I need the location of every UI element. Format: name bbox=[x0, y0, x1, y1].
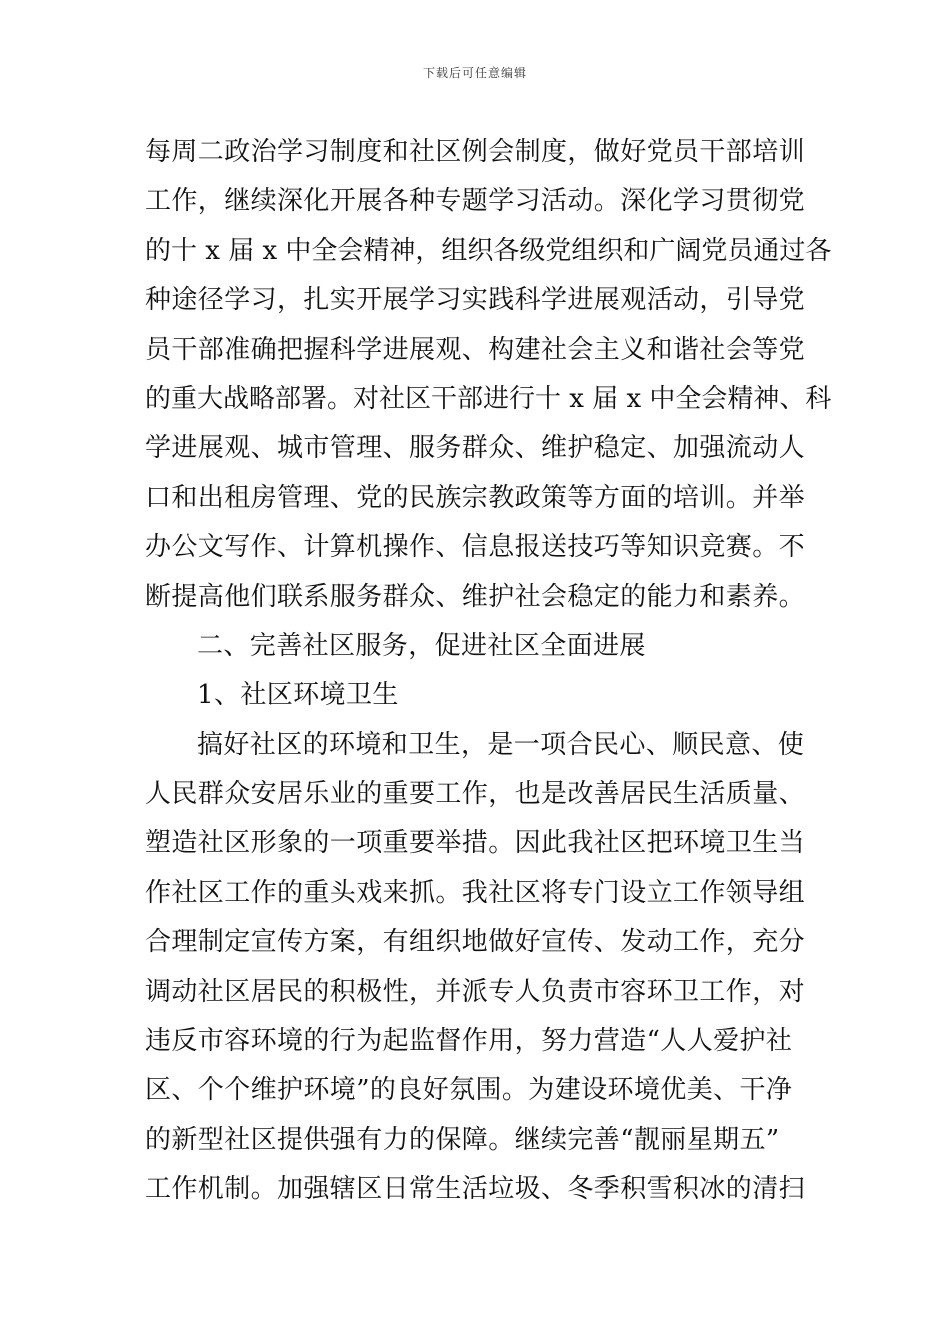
text-line: 口和出租房管理、党的民族宗教政策等方面的培训。并举 bbox=[145, 482, 806, 513]
page-header: 下载后可任意编辑 bbox=[422, 66, 527, 80]
text-line: 的新型社区提供强有力的保障。继续完善“靓丽星期五” bbox=[145, 1124, 780, 1155]
text-line: 合理制定宣传方案，有组织地做好宣传、发动工作，充分 bbox=[145, 927, 806, 958]
text-line: 调动社区居民的积极性，并派专人负责市容环卫工作，对 bbox=[145, 976, 806, 1007]
text-line: 工作机制。加强辖区日常生活垃圾、冬季积雪积冰的清扫 bbox=[145, 1174, 806, 1205]
text-line: 办公文写作、计算机操作、信息报送技巧等知识竞赛。不 bbox=[145, 532, 806, 563]
text-line: 断提高他们联系服务群众、维护社会稳定的能力和素养。 bbox=[145, 581, 806, 612]
text-line: 学进展观、城市管理、服务群众、维护稳定、加强流动人 bbox=[145, 433, 806, 464]
subsection-heading: 1、社区环境卫生 bbox=[197, 680, 399, 711]
text-line: 每周二政治学习制度和社区例会制度，做好党员干部培训 bbox=[145, 137, 806, 167]
text-line: 的十 x 届 x 中全会精神，组织各级党组织和广阔党员通过各 bbox=[145, 235, 832, 266]
text-line: 人民群众安居乐业的重要工作，也是改善居民生活质量、 bbox=[145, 779, 806, 810]
text-line: 违反市容环境的行为起监督作用，努力营造“人人爱护社 bbox=[145, 1026, 793, 1057]
text-line: 的重大战略部署。对社区干部进行十 x 届 x 中全会精神、科 bbox=[145, 383, 832, 414]
text-line: 员干部准确把握科学进展观、构建社会主义和谐社会等党 bbox=[145, 334, 806, 365]
text-line: 工作，继续深化开展各种专题学习活动。深化学习贯彻党 bbox=[145, 186, 806, 217]
text-line: 区、个个维护环境”的良好氛围。为建设环境优美、干净 bbox=[145, 1075, 793, 1106]
text-line: 搞好社区的环境和卫生，是一项合民心、顺民意、使 bbox=[197, 729, 805, 760]
text-line: 作社区工作的重头戏来抓。我社区将专门设立工作领导组 bbox=[145, 877, 806, 908]
text-line: 塑造社区形象的一项重要举措。因此我社区把环境卫生当 bbox=[145, 828, 806, 859]
text-line: 种途径学习，扎实开展学习实践科学进展观活动，引导党 bbox=[145, 285, 806, 316]
document-body bbox=[145, 128, 832, 1215]
section-heading: 二、完善社区服务，促进社区全面进展 bbox=[197, 630, 646, 661]
